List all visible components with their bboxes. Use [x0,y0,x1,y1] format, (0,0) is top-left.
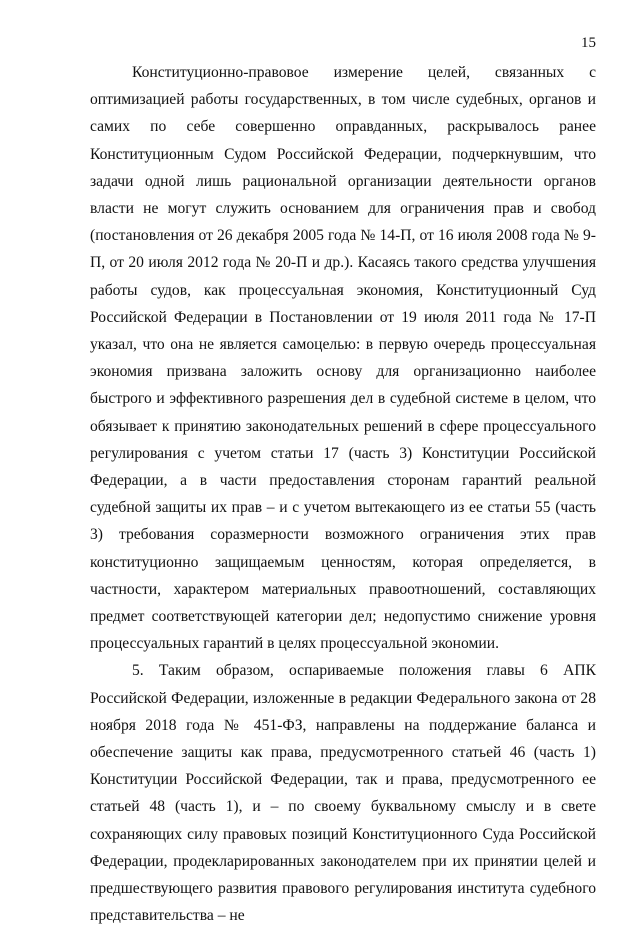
document-body [90,59,596,930]
paragraph-2: 5. Таким образом, оспариваемые положения главы 6 АПК Российской Федерации, изложенные в редакции Федерального закона от 28 ноября 2018 года № 451-ФЗ, направлены на поддержание баланса и обеспечение защиты как права, предусмотренного статьей 46 (часть 1) Конституции Российской Федерации, так и права, предусмотренного ее статьей 48 (часть 1), и – по своему буквальному смыслу и в свете сохраняющих силу правовых позиций Конституционного Суда Российской Федерации, продекларированных законодателем при их принятии целей и предшествующего развития правового регулирования института судебного представительства – не [90,662,596,925]
page-number: 15 [581,35,596,51]
paragraph-1: Конституционно-правовое измерение целей, связанных с оптимизацией работы государственных, в том числе судебных, органов и самих по себе совершенно оправданных, раскрывалось ранее Конституционным Судом Российской Федерации, подчеркнувшим, что задачи одной лишь рациональной организации деятельности органов власти не могут служить основанием для ограничения прав и свобод (постановления от 26 декабря 2005 года № 14-П, от 16 июля 2008 года № 9-П, от 20 июля 2012 года № 20-П и др.). Касаясь такого средства улучшения работы судов, как процессуальная экономия, Конституционный Суд Российской Федерации в Постановлении от 19 июля 2011 года № 17-П указал, что она не является самоцелью: в первую очередь процессуальная экономия призвана заложить основу для организационно наиболее быстрого и эффективного разрешения дел в судебной системе в целом, что обязывает к принятию законодательных решений в сфере процессуального регулирования с учетом статьи 17 (часть 3) Конституции Российской Федерации, а в части предоставления сторонам гарантий реальной судебной защиты их прав – и с учетом вытекающего из ее статьи 55 (часть 3) требования соразмерности возможного ограничения этих прав конституционно защищаемым ценностям, которая определяется, в частности, характером материальных правоотношений, составляющих предмет соответствующей категории дел; недопустимо снижение уровня процессуальных гарантий в целях процессуальной экономии. [90,64,596,653]
